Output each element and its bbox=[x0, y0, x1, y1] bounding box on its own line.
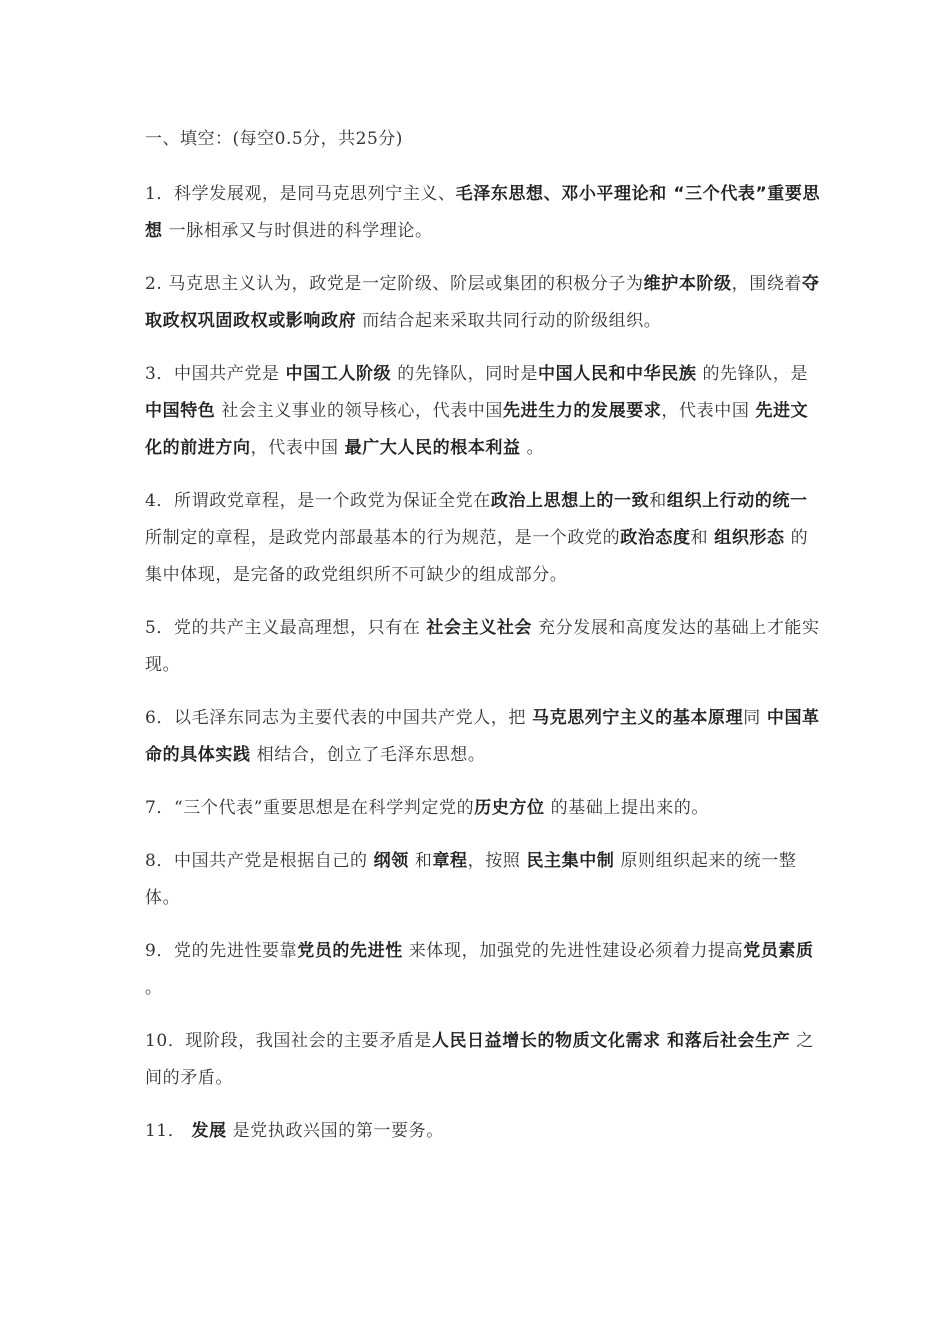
question-8 bbox=[145, 843, 825, 917]
question-text: 2. 马克思主义认为，政党是一定阶级、阶层或集团的积极分子为 bbox=[145, 274, 644, 294]
answer-text: 最广大人民的根本利益 bbox=[344, 438, 521, 458]
question-text: 6．以毛泽东同志为主要代表的中国共产党人，把 bbox=[145, 708, 533, 728]
question-text: 的先锋队，同时是 bbox=[391, 364, 539, 384]
answer-text: 马克思列宁主义的基本原理 bbox=[532, 708, 744, 728]
question-3 bbox=[145, 356, 825, 467]
answer-text: 组织上行动的统一 bbox=[666, 491, 808, 511]
question-text: 的先锋队，是 bbox=[696, 364, 809, 384]
question-text: 的基础上提出来的。 bbox=[544, 798, 710, 818]
question-text: 社会主义事业的领导核心，代表中国 bbox=[215, 401, 504, 421]
answer-text: 政治态度 bbox=[620, 528, 691, 548]
question-6 bbox=[145, 700, 825, 774]
question-text: ，代表中国 bbox=[250, 438, 345, 458]
question-2 bbox=[145, 266, 825, 340]
question-text: 是党执政兴国的第一要务。 bbox=[226, 1121, 444, 1141]
answer-text: 党员素质 bbox=[743, 941, 814, 961]
question-text: ，代表中国 bbox=[661, 401, 756, 421]
answer-text: 中国革命的具体实践 bbox=[145, 708, 820, 765]
question-list bbox=[145, 176, 825, 1150]
answer-text: 毛泽东思想、邓小平理论和 “三个代表”重要思想 bbox=[145, 184, 821, 241]
question-text: 充分发展和高度发达的基础上才能实现。 bbox=[145, 618, 820, 675]
question-text: 和 bbox=[690, 528, 715, 548]
answer-text: 党员的先进性 bbox=[297, 941, 403, 961]
question-text: 8．中国共产党是根据自己的 bbox=[145, 851, 374, 871]
question-text: 5．党的共产主义最高理想，只有在 bbox=[145, 618, 427, 638]
answer-text: 民主集中制 bbox=[526, 851, 615, 871]
answer-text: 中国人民和中华民族 bbox=[538, 364, 697, 384]
answer-text: 先进生力的发展要求 bbox=[503, 401, 662, 421]
answer-text: 章程 bbox=[432, 851, 468, 871]
answer-text: 社会主义社会 bbox=[426, 618, 533, 638]
question-text: 来体现，加强党的先进性建设必须着力提高 bbox=[402, 941, 744, 961]
answer-text: 维护本阶级 bbox=[643, 274, 732, 294]
question-5 bbox=[145, 610, 825, 684]
document-page bbox=[145, 124, 825, 1166]
question-text: 4．所谓政党章程，是一个政党为保证全党在 bbox=[145, 491, 491, 511]
question-text: 。 bbox=[520, 438, 545, 458]
question-text: 10．现阶段，我国社会的主要矛盾是 bbox=[145, 1031, 432, 1051]
answer-text: 夺取政权巩固政权或影响政府 bbox=[145, 274, 820, 331]
question-text: 而结合起来采取共同行动的阶级组织。 bbox=[356, 311, 662, 331]
question-text: 9．党的先进性要靠 bbox=[145, 941, 298, 961]
answer-text: 中国特色 bbox=[145, 401, 216, 421]
question-text: 相结合，创立了毛泽东思想。 bbox=[250, 745, 486, 765]
question-text: 。 bbox=[145, 978, 163, 998]
question-text: 和 bbox=[649, 491, 667, 511]
question-text: 的集中体现，是完备的政党组织所不可缺少的组成部分。 bbox=[145, 528, 809, 585]
question-text: 3．中国共产党是 bbox=[145, 364, 286, 384]
question-11 bbox=[145, 1113, 825, 1150]
question-9 bbox=[145, 933, 825, 1007]
answer-text: 人民日益增长的物质文化需求 和落后社会生产 bbox=[431, 1031, 791, 1051]
question-text: 7．“三个代表”重要思想是在科学判定党的 bbox=[145, 798, 475, 818]
answer-text: 政治上思想上的一致 bbox=[490, 491, 650, 511]
question-text: ，按照 bbox=[467, 851, 527, 871]
question-text: ，围绕着 bbox=[731, 274, 803, 294]
question-text: 之间的矛盾。 bbox=[145, 1031, 814, 1088]
question-text: 和 bbox=[408, 851, 433, 871]
question-10 bbox=[145, 1023, 825, 1097]
question-1 bbox=[145, 176, 825, 250]
answer-text: 先进文化的前进方向 bbox=[145, 401, 809, 458]
answer-text: 中国工人阶级 bbox=[285, 364, 392, 384]
answer-text: 发展 bbox=[191, 1121, 227, 1141]
question-text: 11． bbox=[145, 1121, 192, 1141]
section-heading: 一、填空：(每空0.5分，共25分) bbox=[145, 129, 403, 149]
answer-text: 组织形态 bbox=[714, 528, 785, 548]
question-text: 同 bbox=[743, 708, 767, 728]
answer-text: 历史方位 bbox=[474, 798, 545, 818]
question-text: 原则组织起来的统一整体。 bbox=[145, 851, 797, 908]
question-7 bbox=[145, 790, 825, 827]
question-4 bbox=[145, 483, 825, 594]
question-text: 1．科学发展观，是同马克思列宁主义、 bbox=[145, 184, 456, 204]
question-text: 一脉相承又与时俱进的科学理论。 bbox=[162, 221, 433, 241]
answer-text: 纲领 bbox=[373, 851, 409, 871]
question-text: 所制定的章程，是政党内部最基本的行为规范，是一个政党的 bbox=[145, 528, 621, 548]
